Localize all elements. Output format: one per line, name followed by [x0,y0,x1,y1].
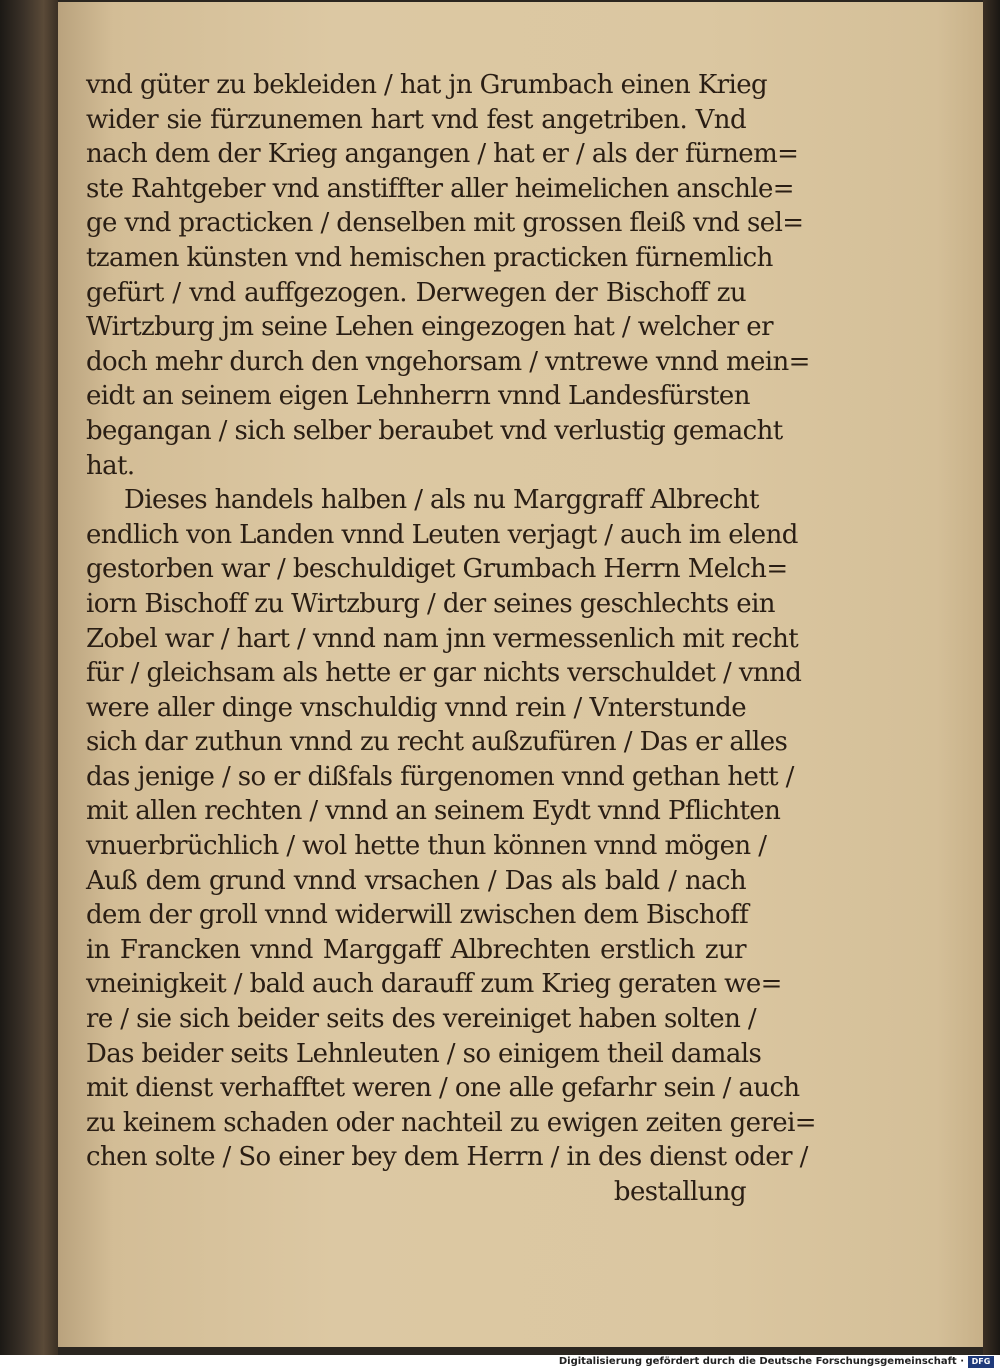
text-line: Wirtzburg jm seine Lehen eingezogen hat / welcher er [86,312,773,343]
text-line: ge vnd practicken / denselben mit grossen fleiß vnd sel= [86,208,804,239]
text-line: vnuerbrüchlich / wol hette thun können vnnd mögen / [86,831,767,862]
dfg-logo-icon: DFG [968,1356,994,1368]
text-line: tzamen künsten vnd hemischen practicken fürnemlich [86,242,773,273]
text-line: nach dem der Krieg angangen / hat er / als der fürnem= [86,139,799,170]
text-line: ste Rahtgeber vnd anstiffter aller heimelichen anschle= [86,173,794,204]
text-block [86,68,816,1210]
footer-bar [0,1355,1000,1370]
text-line: vneinigkeit / bald auch darauff zum Krieg geraten we= [86,969,782,1000]
text-line: wider sie fürzunemen hart vnd fest angetriben. Vnd [86,104,746,135]
text-line: Das beider seits Lehnleuten / so einigem theil damals [86,1038,762,1069]
book-binding [0,0,58,1355]
text-line: sich dar zuthun vnnd zu recht außzufüren / Das er alles [86,727,788,758]
text-line: das jenige / so er dißfals fürgenomen vnnd gethan hett / [86,761,794,792]
text-line: re / sie sich beider seits des vereiniget haben solten / [86,1004,757,1035]
page-edge [983,0,1000,1355]
text-line: Zobel war / hart / vnnd nam jnn vermessenlich mit recht [86,623,799,654]
text-line: mit allen rechten / vnnd an seinem Eydt vnnd Pflichten [86,796,781,827]
text-line: Auß dem grund vnnd vrsachen / Das als bald / nach [86,865,746,896]
text-line: gestorben war / beschuldiget Grumbach Herrn Melch= [86,554,788,585]
text-line: dem der groll vnnd widerwill zwischen dem Bischoff [86,900,749,931]
text-line: vnd güter zu bekleiden / hat jn Grumbach einen Krieg [86,70,768,100]
text-line: mit dienst verhafftet weren / one alle gefarhr sein / auch [86,1073,800,1104]
text-line: eidt an seinem eigen Lehnherrn vnnd Landesfürsten [86,381,750,412]
text-line: gefürt / vnd auffgezogen. Derwegen der Bischoff zu [86,277,746,308]
text-line: zu keinem schaden oder nachteil zu ewigen zeiten gerei= [86,1107,816,1138]
catchword: bestallung [613,1177,746,1207]
text-line: für / gleichsam als hette er gar nichts verschuldet / vnnd [86,658,802,689]
text-line: chen solte / So einer bey dem Herrn / in des dienst oder / [86,1142,808,1173]
text-line: endlich von Landen vnnd Leuten verjagt / auch im elend [86,519,798,550]
paragraph-start-line: Dieses handels halben / als nu Marggraff Albrecht [124,485,759,516]
text-line: doch mehr durch den vngehorsam / vntrewe vnnd mein= [86,346,810,377]
funding-credit: Digitalisierung gefördert durch die Deutsche Forschungsgemeinschaft · [558,1356,964,1367]
text-line: in Francken vnnd Marggaff Albrechten erstlich zur [86,934,746,965]
text-line: iorn Bischoff zu Wirtzburg / der seines geschlechts ein [86,588,775,619]
text-line: hat. [86,450,135,481]
text-line: were aller dinge vnschuldig vnnd rein / Vnterstunde [86,692,746,723]
text-line: begangan / sich selber beraubet vnd verlustig gemacht [86,415,783,446]
